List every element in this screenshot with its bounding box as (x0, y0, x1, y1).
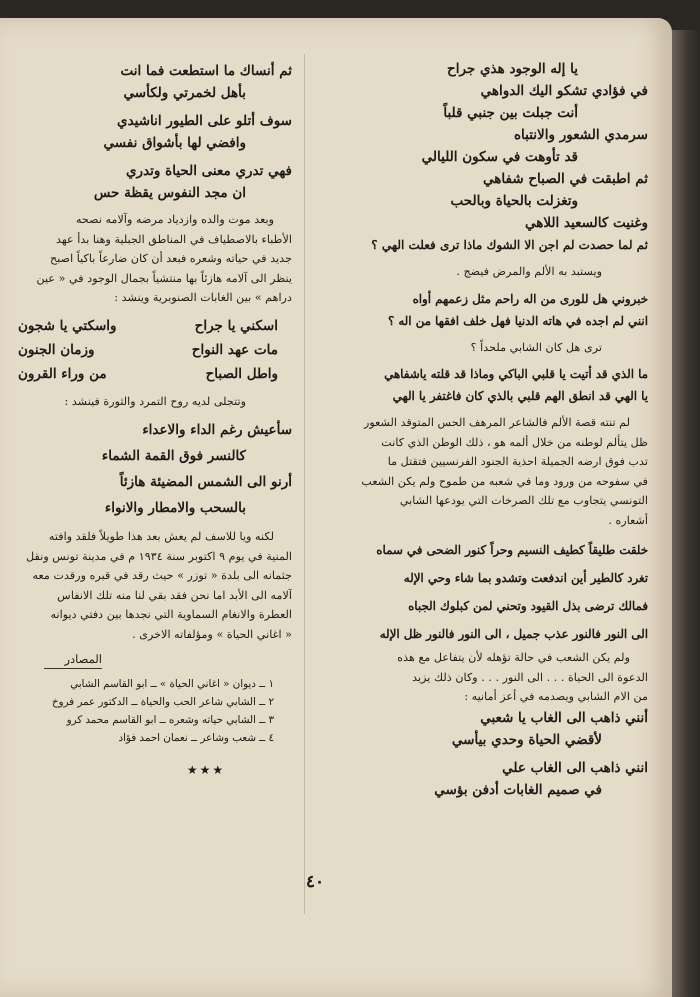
prose-line: من الام الشابي ويصدمه في أعز أمانيه : (464, 690, 648, 703)
right-column (318, 58, 648, 801)
prose-line: المنية في يوم ٩ اكتوبر سنة ١٩٣٤ م في مدينة تونس ونقل (26, 549, 292, 563)
poem-line: في صميم الغابات أدفن بؤسي (434, 781, 602, 798)
prose-paragraph-2 (318, 648, 648, 707)
poem-6 (0, 60, 292, 204)
hemistich: مات عهد النواح (191, 341, 278, 358)
prose-line: وتتجلى لديه روح التمرد والثورة فينشد : (64, 394, 246, 408)
left-column (0, 60, 292, 777)
poem-line: كالنسر فوق القمة الشماء (101, 448, 246, 464)
prose-line: الأطباء بالاصطياف في المناطق الجبلية وهنا بدأ عهد (55, 232, 292, 246)
poem-1 (318, 58, 648, 256)
poem-8 (0, 417, 292, 521)
prose-line: ويستبد به الألم والمرض فيضج . (456, 265, 602, 278)
prose-line: جديد في حياته وشعره فبعد أن كان ضارعاً باكياً اصبح (50, 252, 292, 265)
prose-paragraph-3 (0, 210, 292, 308)
poem-line: أنت جبلت بين جنبي قلباً (443, 105, 578, 121)
poem-line: وغنيت كالسعيد اللاهي (524, 215, 648, 231)
poem-line: يا إله الوجود هذي جراح (447, 61, 578, 77)
sources-title: المصادر (64, 652, 102, 666)
sources-list (0, 675, 292, 747)
source-item: ٣ ــ الشابي حياته وشعره ــ ابو القاسم محمد كرو (66, 714, 274, 726)
prose-line: ولم يكن الشعب في حالة تؤهله لأن يتفاعل مع هذه (397, 651, 630, 664)
poem-5 (318, 707, 648, 801)
poem-2 (318, 288, 648, 332)
poem-line: فمالك ترضى بذل القيود وتحني لمن كبلوك الجباه (408, 599, 648, 613)
poem-line: سرمدي الشعور والانتباه (513, 127, 648, 143)
poem-7 (0, 314, 292, 386)
hemistich: واطل الصباح (205, 365, 278, 382)
poem-verse (18, 362, 278, 386)
poem-line: سوف أتلو على الطيور اناشيدي (117, 113, 292, 129)
poem-line: انني ذاهب الى الغاب علي (502, 759, 648, 776)
poem-line: خبروني هل للورى من اله راحم مثل زعمهم أواه (412, 291, 648, 306)
poem-line: بالسحب والامطار والانواء (104, 500, 246, 516)
source-item: ١ ــ ديوان « اغاني الحياة » ــ ابو القاسم الشابي (70, 678, 274, 690)
hemistich: واسكتي يا شجون (18, 317, 117, 334)
page-number: ٤٠ (305, 872, 325, 892)
hemistich: من وراء القرون (18, 365, 107, 382)
poem-line: وتغزلت بالحياة وبالحب (450, 193, 578, 209)
page-edge-shadow (672, 30, 700, 997)
poem-line: ثم لما حصدت لم اجن الا الشوك ماذا ترى فعلت الهي ؟ (371, 238, 648, 252)
hemistich: وزمان الجنون (18, 341, 95, 358)
prose-line: جثمانه الى بلدة « توزر » حيث رقد في قبره ورقدت معه (32, 569, 292, 582)
poem-line: خلقت طليقاً كطيف النسيم وحراً كنور الضحى في سماه (376, 543, 648, 557)
prose-line: ينظر الى آلامه هازئاً بها منتشياً بجمال الوجود في « عين (36, 271, 292, 285)
poem-3 (318, 363, 648, 407)
prose-line: لم تنته قصة الألم فالشاعر المرهف الحس المتوقد الشعور (363, 416, 630, 429)
column-divider (304, 54, 305, 914)
poem-line: أنني ذاهب الى الغاب يا شعبي (480, 709, 648, 726)
poem-line: ان مجد النفوس يقظة حس (93, 185, 246, 201)
prose-line: ترى هل كان الشابي ملحداً ؟ (470, 340, 602, 354)
prose-line: تدب فوق ارضه الجميلة احذية الجنود الفرنسيين فتقتل ما (387, 455, 648, 468)
prose-line: ظل يتألم لوطنه من خلال ألمه هو ، ذلك الوطن الذي كانت (381, 435, 648, 449)
poem-line: وافضي لها بأشواق نفسي (103, 135, 246, 151)
prose-line: دراهم » بين الغابات الصنوبرية وينشد : (114, 291, 292, 304)
prose-line: العطرة والانغام السماوية التي نجدها بين دفتي ديوانه (50, 608, 292, 621)
prose-paragraph-4 (0, 527, 292, 644)
poem-line: ثم اطبقت في الصباح شفاهي (483, 171, 648, 187)
poem-line: قد تأوهت في سكون الليالي (421, 149, 578, 165)
source-item: ٤ ــ شعب وشاعر ــ نعمان احمد فؤاد (118, 732, 274, 744)
poem-line: سأعيش رغم الداء والاعداء (142, 422, 292, 438)
poem-line: بأهل لخمرتي ولكأسي (123, 85, 246, 101)
poem-line: الى النور فالنور عذب جميل ، الى النور فالنور ظل الإله (379, 627, 648, 641)
poem-line: تغرد كالطير أين اندفعت وتشدو بما شاء وحي الإله (403, 571, 648, 585)
poem-4 (318, 536, 648, 648)
poem-line: ثم أنساك ما استطعت فما انت (120, 63, 292, 79)
prose-line: لكنه ويا للاسف لم يعش بعد هذا طويلاً فلقد وافته (48, 530, 274, 543)
prose-line: الدعوة الى الحياة . . . الى النور . . . وكان ذلك يزيد (412, 670, 648, 684)
source-item: ٢ ــ الشابي شاعر الحب والحياة ــ الدكتور عمر فروخ (51, 696, 274, 708)
poem-line: ما الذي قد أتيت يا قلبي الباكي وماذا قد قلته ياشفاهي (384, 367, 648, 381)
prose-line: في سفوحه من ورود وما في شعبه من طموح ولم يكن الشعب (361, 474, 648, 488)
prose-line: « اغاني الحياة » ومؤلفاته الاخرى . (132, 627, 292, 641)
prose-line: التونسي يتجاوب مع تلك الصرخات التي يودعها الشابي (399, 494, 648, 507)
poem-verse (18, 338, 278, 362)
hemistich: اسكني يا جراح (194, 317, 278, 334)
poem-line: في فؤادي تشكو اليك الدواهي (480, 83, 648, 99)
sources-underline (44, 668, 102, 669)
prose-paragraph-1 (318, 413, 648, 530)
prose-line: آلامه الى الأبد اما نحن فقد بقي لنا منه تلك الانفاس (57, 588, 292, 602)
poem-verse (18, 314, 278, 338)
poem-line: يا الهي قد انطق الهم قلبي بالذي كان فاغتفر يا الهي (392, 389, 648, 403)
poem-line: لأقضي الحياة وحدي بيأسي (451, 731, 602, 748)
prose-line: أشعاره . (608, 513, 648, 527)
poem-line: أرنو الى الشمس المضيئة هازئاً (119, 474, 292, 490)
prose-line: وبعد موت والده وازدياد مرضه وآلامه نصحه (75, 213, 274, 226)
section-end-stars: ★★★ (186, 763, 226, 777)
poem-line: فهي تدري معنى الحياة وتدري (125, 163, 292, 179)
poem-line: انني لم اجده في هاته الدنيا فهل خلف افقها من اله ؟ (387, 313, 648, 328)
